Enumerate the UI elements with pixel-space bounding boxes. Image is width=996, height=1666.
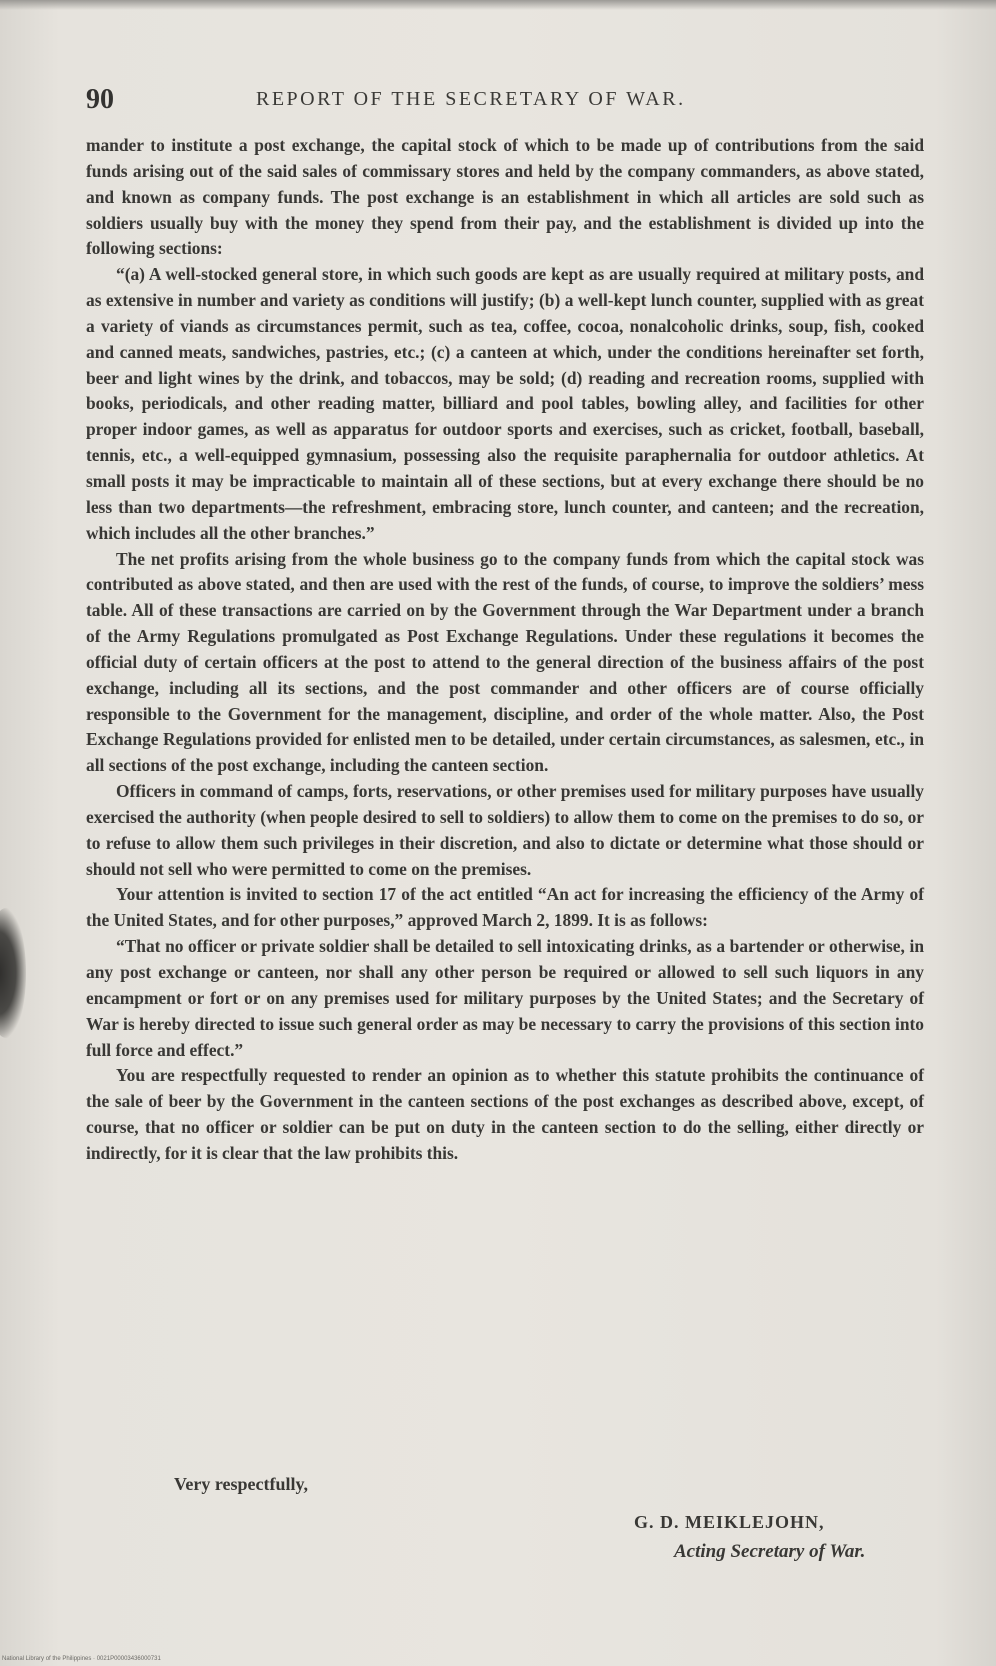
paragraph: “That no officer or private soldier shall be detailed to sell intoxicating drinks, as a bartender or otherwise, in any post exchange or canteen, nor shall any other person be required or allowed to sell such liquors in any encampment or fort or on any premises used for military purposes by the United States; and the Secretary of War is hereby directed to issue such general order as may be necessary to carry the provisions of this section into full force and effect.”: [86, 936, 924, 1060]
library-footer-stamp: National Library of the Philippines · 0021P00003436000731: [2, 1656, 161, 1662]
paragraph: Your attention is invited to section 17 of the act entitled “An act for increasing the efficiency of the Army of the United States, and for other purposes,” approved March 2, 1899. It is as follows:: [86, 884, 924, 931]
signer-name: G. D. MEIKLEJOHN,: [634, 1512, 825, 1532]
page-number: 90: [86, 84, 114, 115]
letter-closing: Very respectfully,: [174, 1474, 308, 1494]
paragraph: The net profits arising from the whole business go to the company funds from which the capital stock was contributed as above stated, and then are used with the rest of the funds, of course, to improve the soldiers’ mess table. All of these transactions are carried on by the Government through the War Department under a branch of the Army Regulations promulgated as Post Exchange Regulations. Under these regulations it becomes the official duty of certain officers at the post to attend to the general direction of the business affairs of the post exchange, including all its sections, and the post commander and other officers are of course officially responsible to the Government for the management, discipline, and order of the whole matter. Also, the Post Exchange Regulations provided for enlisted men to be detailed, under certain circumstances, as salesmen, etc., in all sections of the post exchange, including the canteen section.: [86, 548, 924, 776]
scan-edge-shadow: [0, 0, 996, 10]
paragraph: “(a) A well-stocked general store, in which such goods are kept as are usually required at military posts, and as extensive in number and variety as conditions will justify; (b) a well-kept lunch counter, supplied with as great a variety of viands as circumstances permit, such as tea, coffee, cocoa, nonalcoholic drinks, soup, fish, cooked and canned meats, sandwiches, pastries, etc.; (c) a canteen at which, under the conditions hereinafter set forth, beer and light wines by the drink, and tobaccos, may be sold; (d) reading and recreation rooms, supplied with books, periodicals, and other reading matter, billiard and pool tables, bowling alley, and facilities for other proper indoor games, as well as apparatus for outdoor sports and exercises, such as cricket, football, baseball, tennis, etc., a well-equipped gymnasium, possessing also the requisite paraphernalia for outdoor athletics. At small posts it may be impracticable to maintain all of these sections, but at every exchange there should be no less than two departments—the refreshment, embracing store, lunch counter, and canteen; and the recreation, which includes all the other branches.”: [86, 264, 924, 543]
running-title: REPORT OF THE SECRETARY OF WAR.: [256, 88, 686, 110]
signer-title: Acting Secretary of War.: [674, 1541, 866, 1562]
scanner-thumb-shadow: [0, 908, 26, 1038]
body-text: [86, 133, 924, 1167]
paragraph: mander to institute a post exchange, the capital stock of which to be made up of contributions from the said funds arising out of the said sales of commissary stores and held by the company commanders, as above stated, and known as company funds. The post exchange is an establishment in which all articles are sold such as soldiers usually buy with the money they spend from their pay, and the establishment is divided up into the following sections:: [86, 135, 924, 259]
paragraph: You are respectfully requested to render an opinion as to whether this statute prohibits the continuance of the sale of beer by the Government in the canteen sections of the post exchanges as described above, except, of course, that no officer or soldier can be put on duty in the canteen section to do the selling, either directly or indirectly, for it is clear that the law prohibits this.: [86, 1065, 924, 1163]
page-header: [86, 84, 922, 124]
paragraph: Officers in command of camps, forts, reservations, or other premises used for military purposes have usually exercised the authority (when people desired to sell to soldiers) to allow them to come on the premises to do so, or to refuse to allow them such privileges in their discretion, and also to dictate or determine what those should or should not sell who were permitted to come on the premises.: [86, 781, 924, 879]
